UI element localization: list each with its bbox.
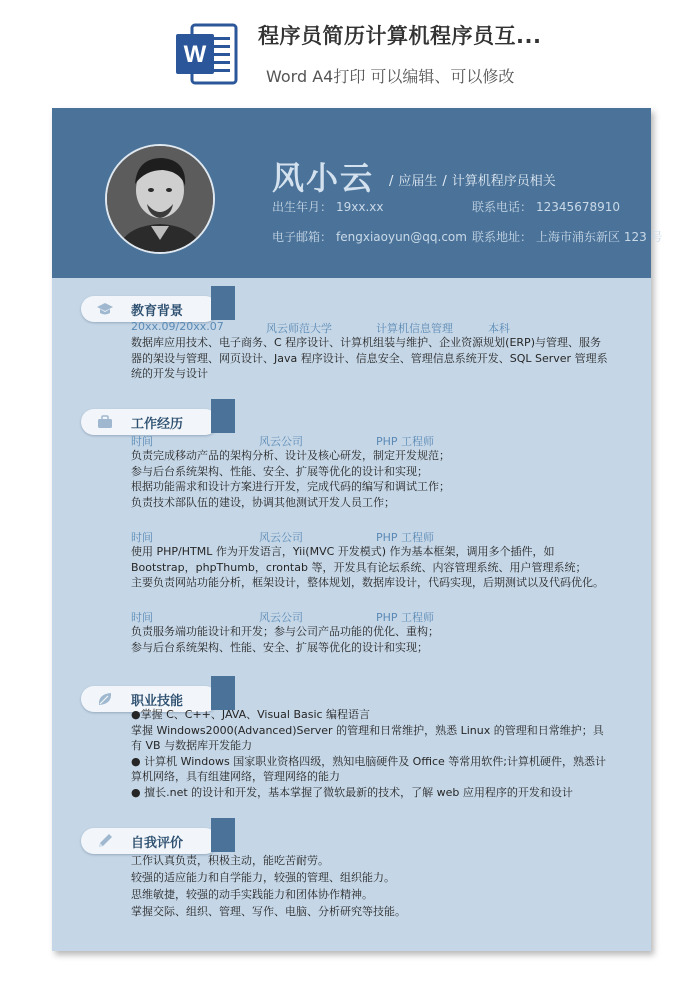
section-self-header [81, 828, 218, 854]
address-info [472, 228, 663, 245]
resume-header [52, 108, 663, 278]
education-degree: 本科 [488, 322, 510, 335]
pencil-icon [96, 832, 114, 850]
email-value: fengxiaoyun@qq.com [336, 230, 467, 244]
job-time: 时间 [131, 611, 153, 624]
text-line: 数据库应用技术、电子商务、C 程序设计、计算机组装与维护、企业资源规划(ERP)与管理、服务 [131, 336, 601, 349]
job-3-description [131, 624, 439, 655]
phone-value: 12345678910 [536, 200, 620, 214]
education-school: 风云师范大学 [266, 322, 332, 335]
job-company: 风云公司 [259, 611, 303, 624]
section-work-title: 工作经历 [131, 417, 184, 432]
avatar [105, 144, 215, 254]
education-courses [131, 335, 608, 382]
job-3-meta [131, 609, 531, 623]
birth-info [272, 198, 384, 215]
self-evaluation [131, 852, 406, 920]
job-2-description [131, 544, 604, 591]
job-time: 时间 [131, 531, 153, 544]
section-education-header [81, 296, 218, 322]
education-date: 20xx.09/20xx.07 [131, 320, 224, 333]
avatar-portrait-icon [107, 146, 213, 252]
candidate-name: 风小云 [272, 159, 375, 197]
text-line: 器的架设与管理、网页设计、Java 程序设计、信息安全、管理信息系统开发、SQL Server 管理系 [131, 351, 608, 365]
text-line: 较强的适应能力和自学能力，较强的管理、组织能力。 [131, 871, 395, 884]
text-line: 有 VB 与数据库开发能力 [131, 739, 253, 752]
text-line: 参与后台系统架构、性能、安全、扩展等优化的设计和实现； [131, 640, 428, 654]
tagline: / 应届生 / 计算机程序员相关 [389, 174, 556, 189]
education-major: 计算机信息管理 [376, 322, 453, 335]
text-line: 掌握 Windows2000(Advanced)Server 的管理和日常维护，熟悉 Linux 的管理和日常维护；具 [131, 723, 604, 737]
tag-field: 计算机程序员相关 [451, 174, 556, 189]
job-position: PHP 工程师 [376, 531, 435, 544]
job-company: 风云公司 [259, 435, 303, 448]
text-line: 统的开发与设计 [131, 367, 208, 380]
text-line: 负责技术部队伍的建设，协调其他测试开发人员工作； [131, 495, 395, 509]
text-line: 算机网络，具有组建网络，管理网络的能力 [131, 770, 340, 783]
phone-label: 联系电话： [472, 200, 533, 214]
birth-value: 19xx.xx [336, 200, 384, 214]
svg-text:W: W [183, 41, 207, 68]
tag-status: 应届生 [398, 174, 438, 189]
phone-info [472, 198, 620, 215]
job-1-meta [131, 433, 531, 447]
job-position: PHP 工程师 [376, 435, 435, 448]
text-line: ●掌握 C、C++、JAVA、Visual Basic 编程语言 [131, 708, 371, 721]
job-2-meta [131, 529, 531, 543]
section-self-title: 自我评价 [131, 836, 184, 851]
top-banner [0, 0, 700, 100]
section-education-title: 教育背景 [131, 304, 184, 319]
job-time: 时间 [131, 435, 153, 448]
text-line: 思维敏捷，较强的动手实践能力和团体协作精神。 [131, 888, 373, 901]
skills-list [131, 707, 606, 800]
text-line: 掌握交际、组织、管理、写作、电脑、分析研究等技能。 [131, 905, 406, 918]
text-line: 主要负责网站功能分析，框架设计，整体规划，数据库设计，代码实现，后期测试以及代码优化。 [131, 576, 604, 589]
text-line: 工作认真负责，积极主动，能吃苦耐劳。 [131, 854, 329, 867]
graduation-cap-icon [96, 300, 114, 318]
email-label: 电子邮箱： [272, 230, 333, 244]
job-position: PHP 工程师 [376, 611, 435, 624]
text-line: 参与后台系统架构、性能、安全、扩展等优化的设计和实现； [131, 464, 428, 478]
text-line: Bootstrap，phpThumb，crontab 等，开发具有论坛系统、内容管理系统、用户管理系统； [131, 560, 587, 574]
text-line: ● 计算机 Windows 国家职业资格四级，熟知电脑硬件及 Office 等常用软件;计算机硬件，熟悉计 [131, 754, 606, 768]
word-icon [174, 21, 240, 87]
text-line: 负责完成移动产品的架构分析、设计及核心研发，制定开发规范； [131, 449, 450, 462]
document-subtitle: Word A4打印 可以编辑、可以修改 [266, 67, 515, 86]
text-line: ● 擅长.net 的设计和开发，基本掌握了微软最新的技术，了解 web 应用程序的开发和设计 [131, 785, 573, 799]
text-line: 根据功能需求和设计方案进行开发，完成代码的编写和调试工作； [131, 480, 450, 493]
resume-page [52, 108, 663, 951]
document-title: 程序员简历计算机程序员互... [258, 24, 542, 48]
briefcase-icon [96, 413, 114, 431]
email-info [272, 228, 467, 245]
job-company: 风云公司 [259, 531, 303, 544]
address-label: 联系地址： [472, 230, 533, 244]
section-work-header [81, 409, 218, 435]
text-line: 负责服务端功能设计和开发；参与公司产品功能的优化、重构； [131, 625, 439, 638]
birth-label: 出生年月： [272, 200, 333, 214]
job-1-description [131, 448, 450, 510]
section-skills-title: 职业技能 [131, 694, 184, 709]
address-value: 上海市浦东新区 123 号 [536, 230, 663, 244]
education-meta [131, 320, 611, 334]
leaf-icon [96, 690, 114, 708]
text-line: 使用 PHP/HTML 作为开发语言，Yii(MVC 开发模式) 作为基本框架，调用多个插件，如 [131, 545, 555, 558]
